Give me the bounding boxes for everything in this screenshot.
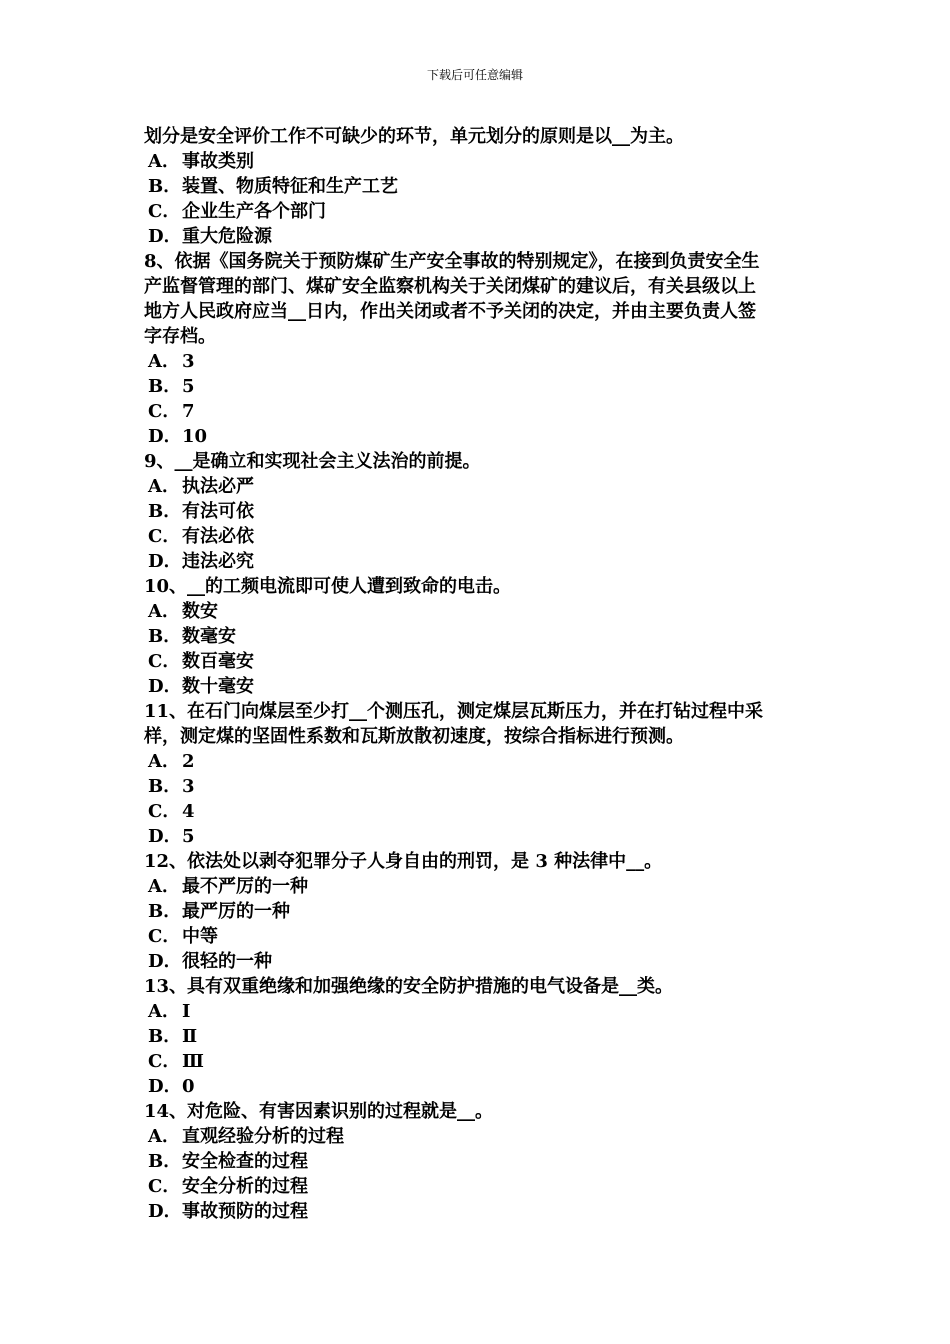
option-d bbox=[144, 824, 808, 849]
option-letter: D． bbox=[148, 1201, 182, 1222]
option-letter: C． bbox=[148, 401, 181, 422]
option-c bbox=[144, 924, 808, 949]
option-text: 4 bbox=[182, 801, 195, 822]
option-d bbox=[144, 1074, 808, 1099]
option-text: 最不严厉的一种 bbox=[182, 876, 308, 897]
option-a bbox=[144, 349, 808, 374]
page-header: 下载后可任意编辑 bbox=[426, 68, 523, 82]
option-letter: C． bbox=[148, 1051, 181, 1072]
option-text: Ⅱ bbox=[182, 1026, 198, 1047]
option-c bbox=[144, 799, 808, 824]
option-text: 有法必依 bbox=[182, 526, 254, 547]
option-text: 中等 bbox=[182, 926, 218, 947]
option-letter: B． bbox=[148, 626, 182, 647]
question-text-line: 8、依据《国务院关于预防煤矿生产安全事故的特别规定》，在接到负责安全生 bbox=[144, 251, 760, 272]
option-c bbox=[144, 524, 808, 549]
option-letter: A． bbox=[148, 751, 180, 772]
question-text-line: 14、对危险、有害因素识别的过程就是__。 bbox=[144, 1101, 494, 1122]
option-letter: C． bbox=[148, 651, 181, 672]
option-letter: C． bbox=[148, 1176, 181, 1197]
option-letter: A． bbox=[148, 601, 180, 622]
option-letter: A． bbox=[148, 1126, 180, 1147]
option-letter: A． bbox=[148, 1001, 180, 1022]
question-block bbox=[144, 699, 808, 849]
option-letter: B． bbox=[148, 1026, 182, 1047]
option-c bbox=[144, 1049, 808, 1074]
option-letter: C． bbox=[148, 201, 181, 222]
option-b bbox=[144, 899, 808, 924]
option-text: 重大危险源 bbox=[182, 226, 272, 247]
option-a bbox=[144, 1124, 808, 1149]
option-b bbox=[144, 774, 808, 799]
option-letter: B． bbox=[148, 1151, 182, 1172]
question-block bbox=[144, 249, 808, 449]
question-text-line: 12、依法处以剥夺犯罪分子人身自由的刑罚，是 3 种法律中__。 bbox=[144, 851, 663, 872]
option-letter: A． bbox=[148, 151, 180, 172]
option-letter: D． bbox=[148, 1076, 182, 1097]
option-text: Ⅲ bbox=[182, 1051, 204, 1072]
question-text-line: 样，测定煤的坚固性系数和瓦斯放散初速度，按综合指标进行预测。 bbox=[144, 726, 684, 747]
option-d bbox=[144, 949, 808, 974]
option-letter: B． bbox=[148, 776, 182, 797]
option-letter: D． bbox=[148, 676, 182, 697]
option-a bbox=[144, 999, 808, 1024]
option-text: 3 bbox=[182, 351, 195, 372]
option-c bbox=[144, 649, 808, 674]
option-text: 安全检查的过程 bbox=[182, 1151, 308, 1172]
option-a bbox=[144, 874, 808, 899]
option-text: 5 bbox=[182, 376, 195, 397]
question-text-line: 字存档。 bbox=[144, 326, 216, 347]
option-letter: B． bbox=[148, 376, 182, 397]
option-b bbox=[144, 1149, 808, 1174]
question-block bbox=[144, 449, 808, 574]
option-letter: D． bbox=[148, 826, 182, 847]
document-body bbox=[144, 124, 808, 1224]
question-text-line: 13、具有双重绝缘和加强绝缘的安全防护措施的电气设备是__类。 bbox=[144, 976, 674, 997]
option-c bbox=[144, 199, 808, 224]
option-text: 违法必究 bbox=[182, 551, 254, 572]
question-block bbox=[144, 849, 808, 974]
option-letter: D． bbox=[148, 551, 182, 572]
option-text: 0 bbox=[182, 1076, 195, 1097]
option-letter: B． bbox=[148, 176, 182, 197]
option-d bbox=[144, 549, 808, 574]
option-text: 企业生产各个部门 bbox=[182, 201, 326, 222]
option-text: 很轻的一种 bbox=[182, 951, 272, 972]
option-letter: A． bbox=[148, 351, 180, 372]
option-a bbox=[144, 749, 808, 774]
question-block bbox=[144, 574, 808, 699]
question-text-line: 产监督管理的部门、煤矿安全监察机构关于关闭煤矿的建议后，有关县级以上 bbox=[144, 276, 756, 297]
option-text: 数毫安 bbox=[182, 626, 236, 647]
lead-question-text: 划分是安全评价工作不可缺少的环节，单元划分的原则是以__为主。 bbox=[144, 126, 684, 147]
option-text: 3 bbox=[182, 776, 195, 797]
option-d bbox=[144, 424, 808, 449]
option-b bbox=[144, 624, 808, 649]
option-b bbox=[144, 374, 808, 399]
option-b bbox=[144, 499, 808, 524]
option-text: 有法可依 bbox=[182, 501, 254, 522]
option-text: 安全分析的过程 bbox=[182, 1176, 308, 1197]
option-text: 直观经验分析的过程 bbox=[182, 1126, 344, 1147]
option-a bbox=[144, 599, 808, 624]
option-c bbox=[144, 1174, 808, 1199]
option-text: 事故预防的过程 bbox=[182, 1201, 308, 1222]
option-d bbox=[144, 674, 808, 699]
option-letter: C． bbox=[148, 926, 181, 947]
option-d bbox=[144, 1199, 808, 1224]
option-a bbox=[144, 149, 808, 174]
option-text: 最严厉的一种 bbox=[182, 901, 290, 922]
option-letter: D． bbox=[148, 226, 182, 247]
question-text-line: 地方人民政府应当__日内，作出关闭或者不予关闭的决定，并由主要负责人签 bbox=[144, 301, 756, 322]
option-letter: B． bbox=[148, 501, 182, 522]
option-text: Ⅰ bbox=[182, 1001, 191, 1022]
option-text: 10 bbox=[182, 426, 208, 447]
option-letter: A． bbox=[148, 476, 180, 497]
option-letter: C． bbox=[148, 526, 181, 547]
option-b bbox=[144, 174, 808, 199]
option-text: 事故类别 bbox=[182, 151, 254, 172]
option-text: 5 bbox=[182, 826, 195, 847]
option-text: 数百毫安 bbox=[182, 651, 254, 672]
option-text: 装置、物质特征和生产工艺 bbox=[182, 176, 398, 197]
option-letter: D． bbox=[148, 426, 182, 447]
option-c bbox=[144, 399, 808, 424]
option-b bbox=[144, 1024, 808, 1049]
option-text: 执法必严 bbox=[182, 476, 254, 497]
option-letter: A． bbox=[148, 876, 180, 897]
option-a bbox=[144, 474, 808, 499]
option-text: 2 bbox=[182, 751, 195, 772]
question-text-line: 11、在石门向煤层至少打__个测压孔，测定煤层瓦斯压力，并在打钻过程中采 bbox=[144, 701, 764, 722]
question-text-line: 10、__的工频电流即可使人遭到致命的电击。 bbox=[144, 576, 512, 597]
option-letter: B． bbox=[148, 901, 182, 922]
option-text: 数十毫安 bbox=[182, 676, 254, 697]
option-letter: C． bbox=[148, 801, 181, 822]
question-block bbox=[144, 1099, 808, 1224]
question-block bbox=[144, 974, 808, 1099]
question-list bbox=[144, 249, 808, 1224]
option-text: 数安 bbox=[182, 601, 218, 622]
option-letter: D． bbox=[148, 951, 182, 972]
question-text-line: 9、__是确立和实现社会主义法治的前提。 bbox=[144, 451, 481, 472]
option-d bbox=[144, 224, 808, 249]
option-text: 7 bbox=[182, 401, 195, 422]
lead-options bbox=[144, 149, 808, 249]
